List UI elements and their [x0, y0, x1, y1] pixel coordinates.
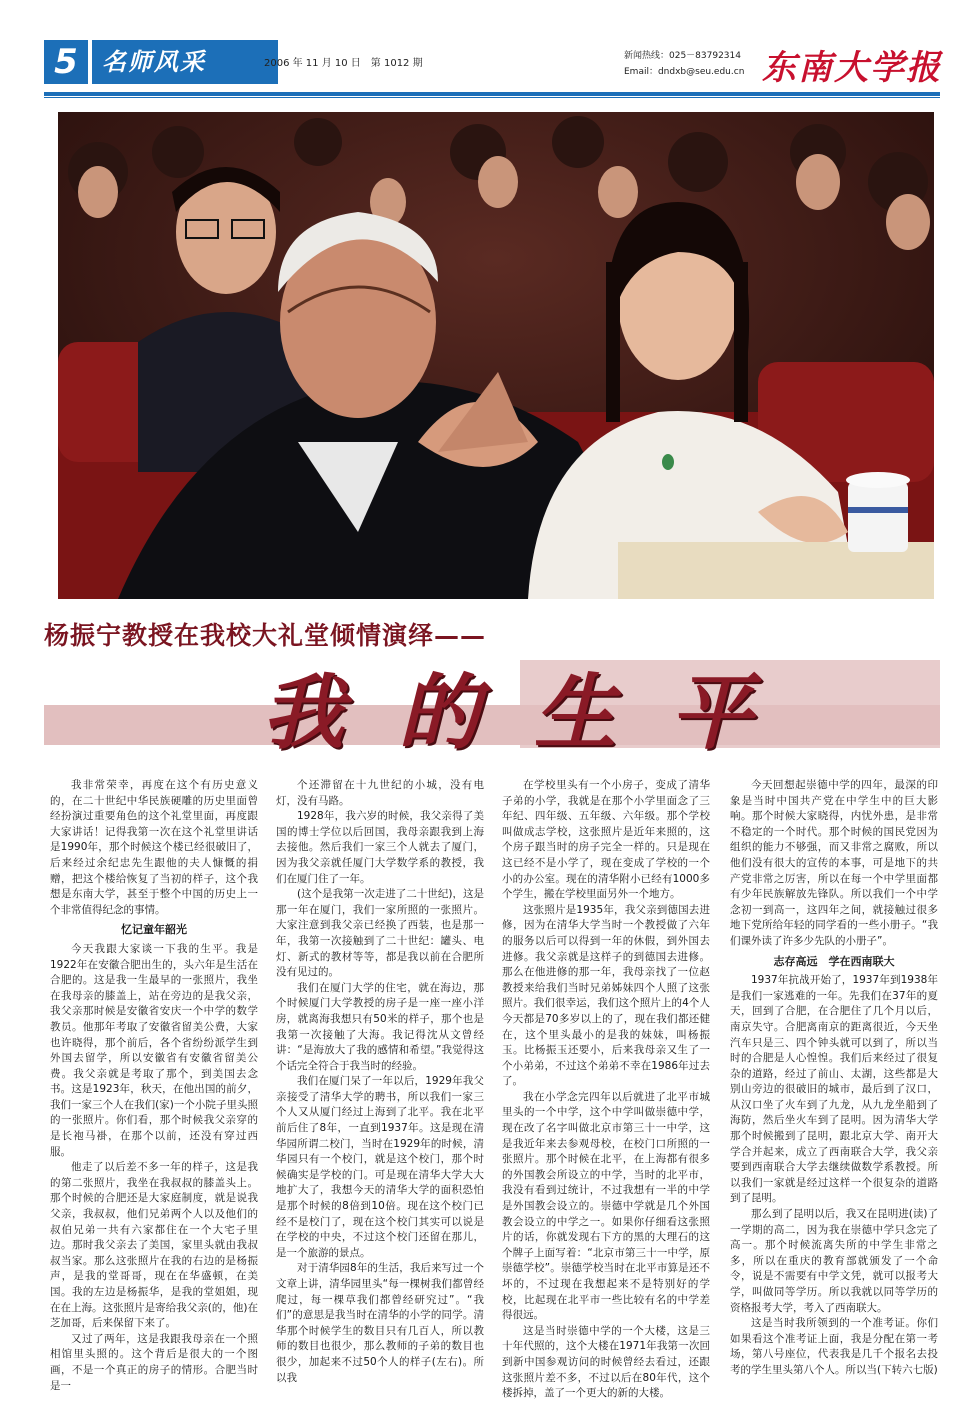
article-column-4	[730, 778, 938, 1390]
lead-photo	[58, 112, 934, 599]
issue-date: 2006 年 11 月 10 日 第 1012 期	[264, 58, 423, 69]
news-hotline: 新闻热线：025－83792314	[624, 51, 741, 61]
contact-info	[624, 48, 744, 80]
article-column-3	[502, 778, 710, 1400]
subheading-childhood: 忆记童年韶光	[121, 923, 187, 937]
subheading-lianda: 志存高远 学在西南联大	[773, 954, 895, 968]
paragraph: 1928年，我六岁的时候，我父亲得了美国的博士学位以后回国，我母亲跟我到上海去接他。然后我们一家三个人就去了厦门，因为我父亲就任厦门大学数学系的教授，我们在厦门住了一年。	[276, 810, 484, 885]
paragraph: (这个是我第一次走进了二十世纪)，这是那一年在厦门，我们一家所照的一张照片。大家注意到我父亲已经换了西装，也是那一年，我第一次接触到了二十世纪：罐头、电灯、新式的教材等等，都是我以前在合肥所没有见过的。	[276, 888, 484, 979]
paragraph: 我们在厦门呆了一年以后，1929年我父亲接受了清华大学的聘书，所以我们一家三个人又从厦门经过上海到了北平。我在北平前后住了8年，一直到1937年。这是现在清华园所谓二校门，当时在1929年的时候，清华园只有一个校门，就是这个校门，那个时候确实是学校的门。可是现在清华大学大大地扩大了，我想今天的清华大学的面积恐怕是那个时候的8倍到10倍。现在这个校门已经不是校门了，现在这个校门其实可以说是在学校的中央，不过这个校门还留在那儿，是一个旅游的景点。	[276, 1075, 484, 1259]
paragraph: 那么到了昆明以后，我又在昆明进(读)了一学期的高二，因为我在崇德中学只念完了高一。那个时候流离失所的中学生非常之多，所以在重庆的教育部就颁发了一个命令，说是不需要有中学文凭，就可以报考大学，叫做同等学历。所以我就以同等学历的资格报考大学，考入了西南联大。	[730, 1208, 938, 1314]
paragraph: 我在小学念完四年以后就进了北平市城里头的一个中学，这个中学叫做崇德中学，现在改了名字叫做北京市第三十一中学，这是我近年来去参观母校，在校门口所照的一张照片。那个时候在北平，在上海都有很多的外国教会所设立的中学，当时的北平市，我没有看到过统计，不过我想有一半的中学是外国教会设立的。崇德中学就是几个外国教会设立的中学之一。如果你仔细看这张照片的话，你就发现右下方的黑的大理石的这个牌子上面写着：“北京市第三十一中学，原崇德学校”。崇德学校当时在北平市算是还不坏的，不过现在我想起来不是特别好的学校，比起现在北平市一些比较有名的中学差得很远。	[502, 1090, 710, 1322]
photo-illustration	[58, 112, 934, 599]
paragraph: 1937年抗战开始了，1937年到1938年是我们一家逃难的一年。先我们在37年的夏天，回到了合肥，在合肥住了几个月以后，南京失守。合肥离南京的距离很近，今天坐汽车只是三、四个钟头就可以到了，所以当时的合肥是人心惶惶。我们后来经过了很复杂的道路，经过了前山、太湖，这些都是大别山旁边的很破旧的城市，最后到了汉口，从汉口坐了火车到了九龙，从九龙坐船到了海防，然后坐火车到了昆明。因为清华大学那个时候搬到了昆明，跟北京大学、南开大学合并起来，成立了西南联合大学，我父亲要到西南联合大学去继续做数学系教授。所以我们一家就是经过这样一个很复杂的道路到了昆明。	[730, 974, 938, 1205]
section-name: 名师风采	[92, 40, 278, 84]
paragraph: 今天我跟大家谈一下我的生平。我是1922年在安徽合肥出生的，头六年是生活在合肥的。这是我一生最早的一张照片，我坐在我母亲的膝盖上，站在旁边的是我父亲，我父亲那时候是安徽省安庆一个中学的数学教员。他那年考取了安徽省留美公费，大家也许晓得，那个前后，各个省纷纷派学生到外国去留学，所以安徽省有安徽省留美公费。我父亲就是考取了那个，到美国去念书。这是1923年，秋天，在他出国的前夕，我们一家三个人在我们(家)一个小院子里头照的一张照片。你们看，那个时候我父亲穿的是长袍马褂，在那个以前，还没有穿过西服。	[50, 942, 258, 1158]
article-column-1	[50, 778, 258, 1390]
paragraph: 在学校里头有一个小房子，变成了清华子弟的小学，我就是在那个小学里面念了三年纪、四年级、五年级、六年级。那个学校叫做成志学校，这张照片是近年来照的，这个房子跟当时的房子完全一样的。只是现在这已经不是小学了，现在变成了学校的一个小的办公室。现在的清华附小已经有1000多个学生，搬在学校里面另外一个地方。	[502, 779, 710, 901]
paragraph: 我们在厦门大学的住宅，就在海边，那个时候厦门大学教授的房子是一座一座小洋房，就离海我想只有50米的样子，那个也是我第一次接触了大海。我记得沈从文曾经讲：“是海放大了我的感情和希望。”我觉得这个话完全符合于我当时的经验。	[276, 981, 484, 1072]
header-rule	[44, 92, 940, 96]
paragraph: 今天回想起崇德中学的四年，最深的印象是当时中国共产党在中学生中的巨大影响。那个时候大家晓得，内忧外患，是非常不稳定的一个时代。那个时候的国民党因为组织的能力不够强，而又非常之腐败，所以他们没有很大的宣传的本事，可是地下的共产党非常之厉害，所以在每一个中学里面都有少年民族解放先锋队。所以我们一个中学念初一到高一，这四年之间，就接触过很多地下党所给年轻的同学看的一些小册子。“我们课外读了许多少先队的小册子”。	[730, 779, 938, 947]
page-header	[44, 40, 944, 90]
paragraph: 这是当时我所领到的一个准考证。你们如果看这个准考证上面，我是分配在第一考场，第八号座位，代表我是几千个报名去投考的学生里头第八个人。所以当(下转六七版)	[730, 1317, 938, 1376]
paragraph: 这是当时崇德中学的一个大楼，这是三十年代照的，这个大楼在1971年我第一次回到新中国参观访问的时候曾经去看过，还跟这张照片差不多，不过以后在80年代，这个楼拆掉，盖了一个更大的新的大楼。	[502, 1324, 710, 1400]
email: Email：dndxb@seu.edu.cn	[624, 67, 745, 77]
article-body	[50, 778, 938, 1400]
article-column-2	[276, 778, 484, 1390]
paragraph: 又过了两年，这是我跟我母亲在一个照相馆里头照的。这个背后是很大的一个图画，不是一个真正的房子的情形。合肥当时是一	[50, 1332, 258, 1392]
section-number: 5	[44, 40, 88, 84]
header-rule-thin	[44, 97, 940, 98]
masthead-logo: 东南大学报	[762, 48, 942, 88]
paragraph: 我非常荣幸，再度在这个有历史意义的，在二十世纪中华民族硬雕的历史里面曾经扮演过重要角色的这个礼堂里面，再度跟大家讲话！记得我第一次在这个礼堂里讲话是1990年，那个时候这个楼已经很破旧了，后来经过余纪忠先生跟他的夫人慷慨的捐赠，把这个楼给恢复了当初的样子，这个我想是东南大学，甚至于整个中国的历史上一个非常值得纪念的事情。	[50, 779, 258, 916]
paragraph: 这张照片是1935年，我父亲到德国去进修，因为在清华大学当时一个教授做了六年的服务以后可以得到一年的休假，到外国去进修。我父亲就是这样子的到德国去进修。那么在他进修的那一年，我母亲找了一位赵教授来给我们当时兄弟姊妹四个人照了这张照片。我们很幸运，我们这个照片上的4个人今天都是70多岁以上的了，现在我们都还健在，这个里头最小的是我的妹妹，叫杨振玉。比杨振玉还要小，后来我母亲又生了一个小弟弟，不过这个弟弟不幸在1986年过去了。	[502, 903, 710, 1088]
paragraph: 对于清华园8年的生活，我后来写过一个文章上讲，清华园里头“每一棵树我们都曾经爬过，每一棵草我们都曾经研究过”。“我们”的意思是我当时在清华的小学的同学。清华那个时候学生的数目只有几百人，所以教师的数目也很少，那么教师的子弟的数目也很少，加起来不过50个人的样子(左右)。所以我	[276, 1262, 484, 1384]
paragraph: 他走了以后差不多一年的样子，这是我的第二张照片，我坐在我叔叔的膝盖头上。那个时候的合肥还是大家庭制度，就是说我父亲，我叔叔，他们兄弟两个人以及他们的叔伯兄弟一共有六家都住在一个大宅子里边。那时我父亲去了美国，家里头就由我叔叔当家。那么这张照片在我的右边的是杨振声，是我的堂哥哥，现在在华盛顿，在美国。我的左边是杨振华，是我的堂姐姐，现在在上海。这张照片是寄给我父亲(的，他)在芝加哥，后来保留下来了。	[50, 1161, 258, 1330]
headline-title: 我的生平	[262, 665, 806, 761]
paragraph: 个还滞留在十九世纪的小城，没有电灯，没有马路。	[276, 779, 484, 807]
headline-kicker: 杨振宁教授在我校大礼堂倾情演绎——	[44, 621, 487, 650]
